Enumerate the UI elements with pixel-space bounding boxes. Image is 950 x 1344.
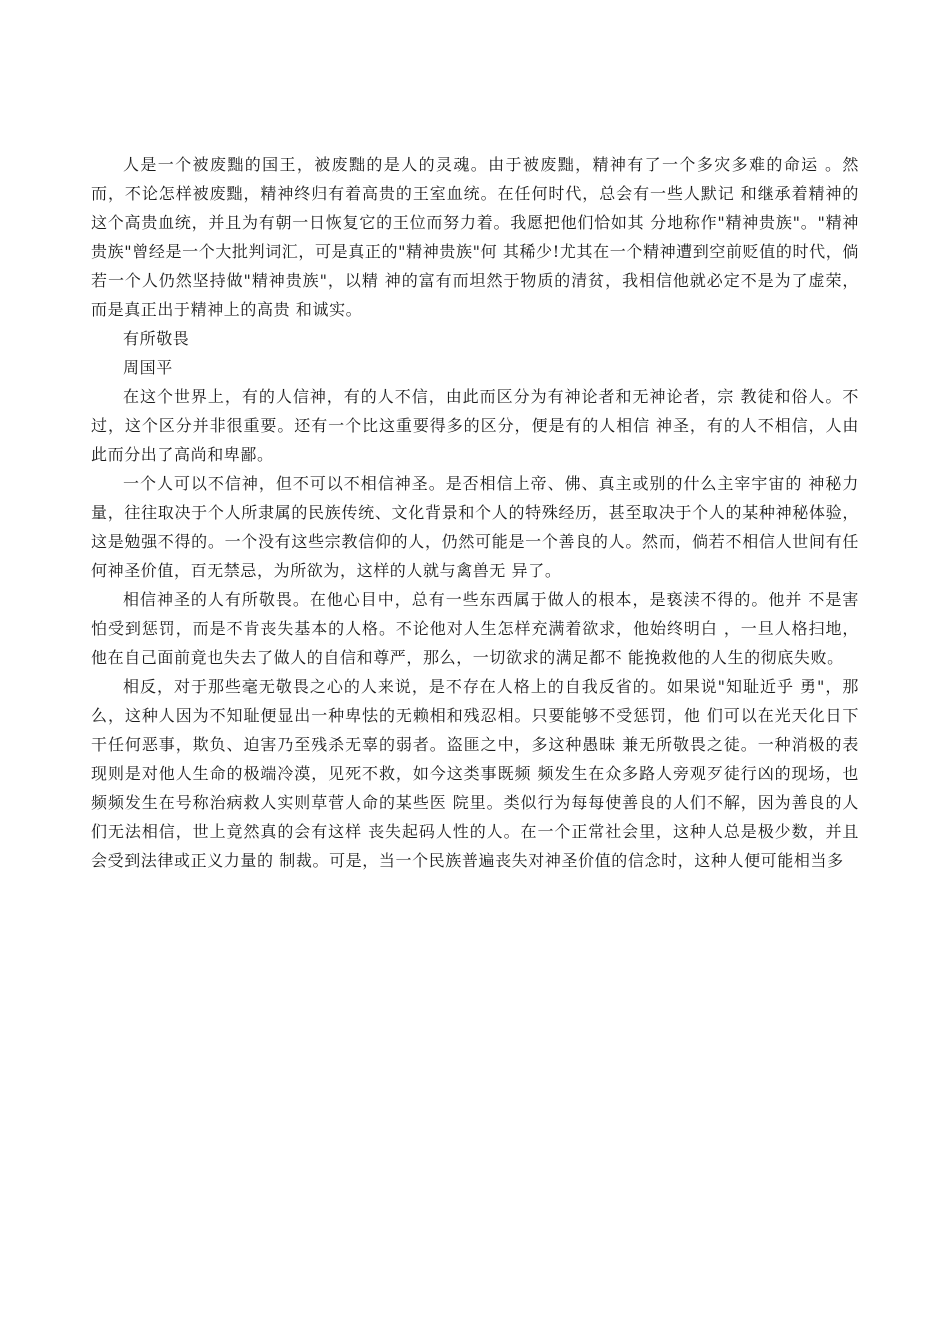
body-paragraph: 一个人可以不信神，但不可以不相信神圣。是否相信上帝、佛、真主或别的什么主宰宇宙的 神秘力量，往往取决于个人所隶属的民族传统、文化背景和个人的特殊经历，甚至取决于个人的某种神秘体验，这是勉强不得的。一个没有这些宗教信仰的人，仍然可能是一个善良的人。然而，倘若不相信人世间有任何神圣价值，百无禁忌，为所欲为，这样的人就与禽兽无 异了。: [91, 474, 859, 580]
author-name: 周国平: [123, 358, 173, 377]
body-paragraph: 相反，对于那些毫无敬畏之心的人来说，是不存在人格上的自我反省的。如果说"知耻近乎 勇"，那么，这种人因为不知耻便显出一种卑怯的无赖相和残忍相。只要能够不受惩罚，他 们可以在光天化日下干任何恶事，欺负、迫害乃至残杀无辜的弱者。盗匪之中，多这种愚昧 兼无所敬畏之徒。一种消极的表现则是对他人生命的极端冷漠，见死不救，如今这类事既频 频发生在众多路人旁观歹徒行凶的现场，也频频发生在号称治病救人实则草菅人命的某些医 院里。类似行为每每使善良的人们不解，因为善良的人们无法相信，世上竟然真的会有这样 丧失起码人性的人。在一个正常社会里，这种人总是极少数，并且会受到法律或正义力量的 制裁。可是，当一个民族普遍丧失对神圣价值的信念时，这种人便可能相当多: [91, 677, 859, 870]
body-paragraph: 在这个世界上，有的人信神，有的人不信，由此而区分为有神论者和无神论者，宗 教徒和俗人。不过，这个区分并非很重要。还有一个比这重要得多的区分，便是有的人相信 神圣，有的人不相信，人由此而分出了高尚和卑鄙。: [91, 387, 859, 464]
body-paragraph: 相信神圣的人有所敬畏。在他心目中，总有一些东西属于做人的根本，是亵渎不得的。他并 不是害怕受到惩罚，而是不肯丧失基本的人格。不论他对人生怎样充满着欲求，他始终明白 ，一旦人格扫地，他在自己面前竟也失去了做人的自信和尊严，那么，一切欲求的满足都不 能挽救他的人生的彻底失败。: [91, 590, 859, 667]
essay-title: 有所敬畏: [123, 329, 190, 348]
document-page: [91, 150, 859, 875]
intro-paragraph: 人是一个被废黜的国王，被废黜的是人的灵魂。由于被废黜，精神有了一个多灾多难的命运 。然而，不论怎样被废黜，精神终归有着高贵的王室血统。在任何时代，总会有一些人默记 和继承着精神的这个高贵血统，并且为有朝一日恢复它的王位而努力着。我愿把他们恰如其 分地称作"精神贵族"。"精神贵族"曾经是一个大批判词汇，可是真正的"精神贵族"何 其稀少!尤其在一个精神遭到空前贬值的时代，倘若一个人仍然坚持做"精神贵族"，以精 神的富有而坦然于物质的清贫，我相信他就必定不是为了虚荣，而是真正出于精神上的高贵 和诚实。: [91, 155, 859, 319]
